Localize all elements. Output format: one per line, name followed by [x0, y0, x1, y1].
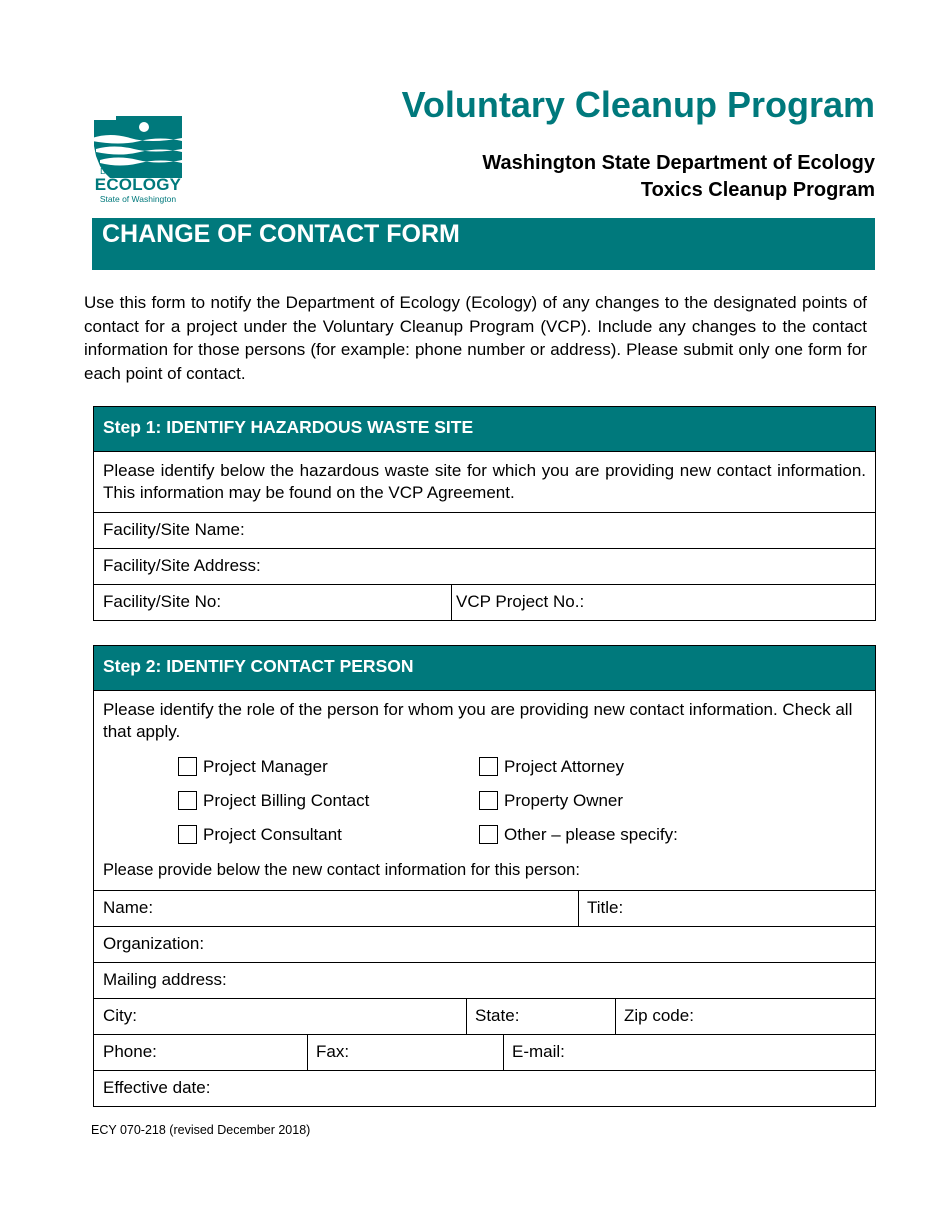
- logo-text-ecology: ECOLOGY: [94, 175, 182, 194]
- role-label: Project Manager: [203, 756, 328, 776]
- role-project-manager[interactable]: [178, 755, 479, 778]
- mailing-address-row: [94, 962, 875, 998]
- title-field[interactable]: Title:: [578, 891, 875, 926]
- department-name: Washington State Department of Ecology: [482, 152, 875, 174]
- program-name: Toxics Cleanup Program: [640, 179, 875, 201]
- program-title: Voluntary Cleanup Program: [401, 84, 875, 125]
- state-field[interactable]: State:: [466, 999, 615, 1034]
- email-field[interactable]: E-mail:: [503, 1035, 875, 1070]
- form-title-banner: [92, 218, 875, 270]
- mailing-address-field[interactable]: Mailing address:: [103, 970, 227, 989]
- step2-heading: Step 2: IDENTIFY CONTACT PERSON: [94, 646, 875, 691]
- role-label: Property Owner: [504, 790, 624, 810]
- role-label: Project Attorney: [504, 756, 625, 776]
- city-field[interactable]: City:: [103, 1006, 137, 1025]
- checkbox[interactable]: [178, 825, 197, 844]
- intro-paragraph: Use this form to notify the Department of Ecology (Ecology) of any changes to the designated points of contact for a project under the Voluntary Cleanup Program (VCP). Include any changes to the contact information for those persons (for example: phone number or address). Please submit only one form for each point of contact.: [84, 293, 867, 383]
- checkbox[interactable]: [479, 757, 498, 776]
- checkbox[interactable]: [479, 825, 498, 844]
- effective-date-row: [94, 1070, 875, 1106]
- checkbox[interactable]: [479, 791, 498, 810]
- form-number: ECY 070-218 (revised December 2018): [91, 1123, 311, 1137]
- site-address-row: [94, 548, 875, 584]
- department-heading: [482, 150, 875, 204]
- role-label: Project Consultant: [203, 824, 342, 844]
- logo-text-state: State of Washington: [99, 194, 177, 204]
- step1-heading: Step 1: IDENTIFY HAZARDOUS WASTE SITE: [94, 407, 875, 452]
- checkbox[interactable]: [178, 757, 197, 776]
- role-label: Other – please specify:: [504, 824, 678, 844]
- role-project-attorney[interactable]: [479, 755, 779, 778]
- provide-contact-text: Please provide below the new contact information for this person:: [103, 861, 580, 879]
- city-row: [94, 998, 875, 1034]
- phone-row: [94, 1034, 875, 1070]
- effective-date-field[interactable]: Effective date:: [103, 1078, 211, 1097]
- role-other[interactable]: [479, 823, 779, 846]
- form-title: CHANGE OF CONTACT FORM: [102, 220, 460, 248]
- site-name-row: [94, 512, 875, 548]
- logo-text-department: DEPARTMENT OF: [100, 166, 176, 176]
- name-field[interactable]: Name:: [103, 898, 154, 917]
- role-project-billing-contact[interactable]: [178, 789, 479, 812]
- role-property-owner[interactable]: [479, 789, 779, 812]
- step2-section: [93, 645, 876, 1107]
- role-checkboxes: [94, 755, 875, 846]
- vcp-project-number-field[interactable]: VCP Project No.:: [451, 585, 875, 620]
- site-name-field[interactable]: Facility/Site Name:: [103, 520, 245, 539]
- step2-instructions: Please identify the role of the person for whom you are providing new contact information. Check all that apply.: [103, 700, 853, 741]
- phone-field[interactable]: Phone:: [103, 1042, 157, 1061]
- step1-instructions: Please identify below the hazardous waste site for which you are providing new contact information. This information may be found on the VCP Agreement.: [103, 461, 866, 502]
- site-number-row: [94, 584, 875, 620]
- fax-field[interactable]: Fax:: [307, 1035, 503, 1070]
- name-row: [94, 890, 875, 926]
- organization-row: [94, 926, 875, 962]
- role-label: Project Billing Contact: [203, 790, 370, 810]
- organization-field[interactable]: Organization:: [103, 934, 205, 953]
- role-project-consultant[interactable]: [178, 823, 479, 846]
- zip-code-field[interactable]: Zip code:: [615, 999, 875, 1034]
- step1-section: [93, 406, 876, 621]
- checkbox[interactable]: [178, 791, 197, 810]
- site-number-field[interactable]: Facility/Site No:: [103, 592, 222, 611]
- site-address-field[interactable]: Facility/Site Address:: [103, 556, 261, 575]
